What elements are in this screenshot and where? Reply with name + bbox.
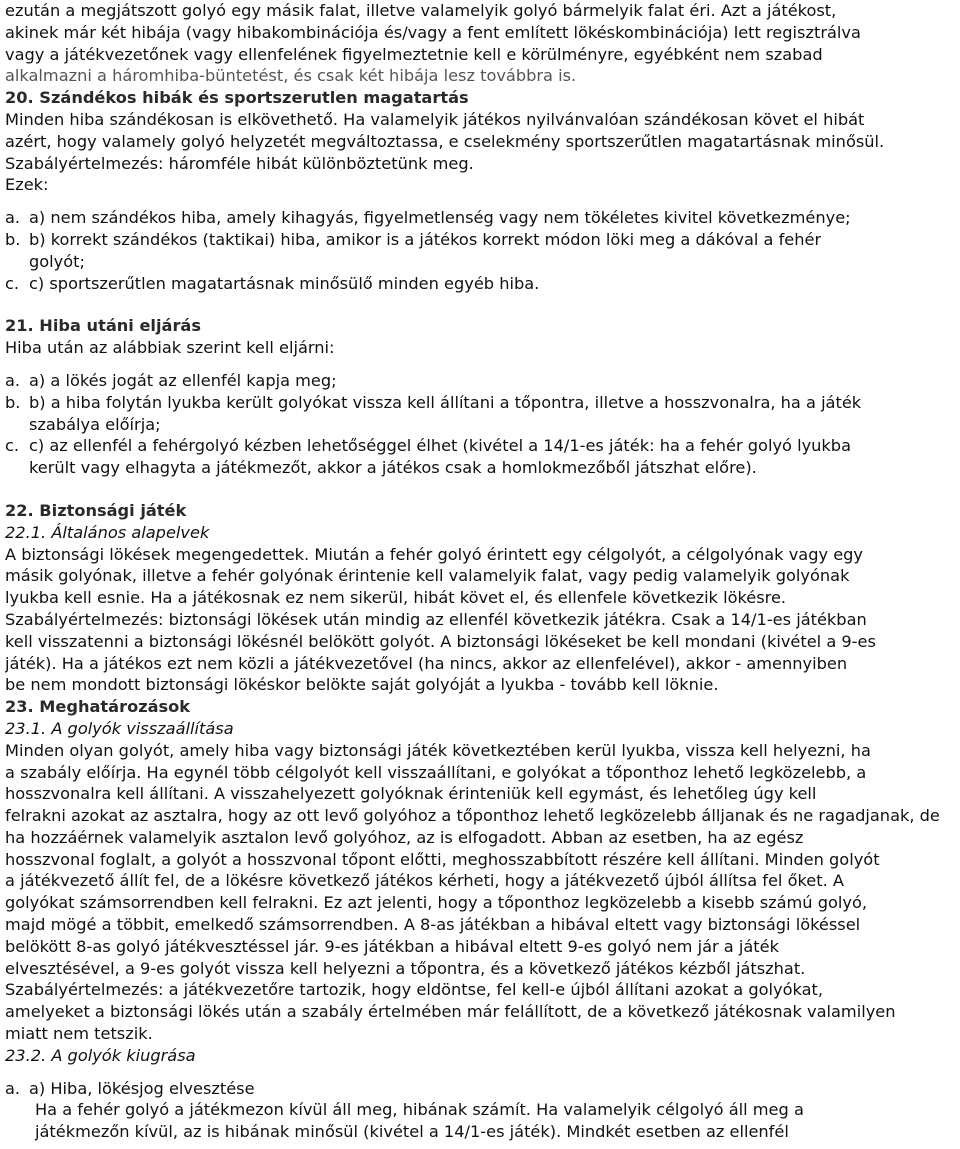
text-line: Szabályértelmezés: a játékvezetőre tartozik, hogy eldöntse, fel kell-e újból állítani azokat a golyókat, <box>5 980 824 1000</box>
list-marker: a. <box>5 208 21 228</box>
section-heading: 23. Meghatározások <box>5 697 191 717</box>
text-line: ha hozzáérnek valamelyik asztalon levő golyóhoz, az is elfogadott. Abban az esetben, ha az egész <box>5 827 804 847</box>
section-heading: 21. Hiba utáni eljárás <box>5 316 201 336</box>
text-line-indented: játékmezőn kívül, az is hibának minősül (kivétel a 14/1-es játék). Mindkét esetben az ellenfél <box>35 1122 789 1142</box>
text-line: elvesztésével, a 9-es golyót vissza kell helyezni a tőpontra, és a következő játékos kézből játszhat. <box>5 958 806 978</box>
text-line: ezután a megjátszott golyó egy másik falat, illetve valamelyik golyó bármelyik falat éri. Azt a játékost, <box>5 1 837 20</box>
list-marker: c. <box>5 436 20 456</box>
list-item <box>5 370 960 392</box>
list-text-continued: golyót; <box>29 251 85 271</box>
text-line: azért, hogy valamely golyó helyzetét megváltoztassa, e cselekmény sportszerűtlen magatartásnak minősül. <box>5 131 885 151</box>
text-line: felrakni azokat az asztalra, hogy az ott levő golyóhoz a tőponthoz lehető legközelebb álljanak és ne ragadjanak, de <box>5 806 940 826</box>
text-line: Minden olyan golyót, amely hiba vagy biztonsági játék következtében kerül lyukba, vissza kell helyezni, ha <box>5 740 871 760</box>
text-line: Ezek: <box>5 175 49 195</box>
subsection-heading: 23.2. A golyók kiugrása <box>5 1045 196 1065</box>
text-line: lyukba kell esnie. Ha a játékosnak ez nem sikerül, hibát követ el, és ellenfele következik lökésre. <box>5 588 787 608</box>
text-line: vagy a játékvezetőnek vagy ellenfelének figyelmeztetnie kell e körülményre, egyébként nem szabad <box>5 44 823 64</box>
list-text: b) a hiba folytán lyukba került golyókat vissza kell állítani a tőpontra, illetve a hosszvonalra, ha a játék <box>29 392 862 412</box>
text-line: majd mögé a többit, emelkedő számsorrendben. A 8-as játékban a hibával eltett vagy biztonsági lökéssel <box>5 915 861 935</box>
list-text: b) korrekt szándékos (taktikai) hiba, amikor is a játékos korrekt módon löki meg a dákóval a fehér <box>29 229 822 249</box>
text-line: be nem mondott biztonsági lökéskor belökte saját golyóját a lyukba - tovább kell löknie. <box>5 675 719 695</box>
list-marker: b. <box>5 229 21 249</box>
subsection-heading: 22.1. Általános alapelvek <box>5 522 210 542</box>
text-line-indented: Ha a fehér golyó a játékmezon kívül áll meg, hibának számít. Ha valamelyik célgolyó áll meg a <box>35 1100 804 1120</box>
section-20 <box>5 87 960 294</box>
text-line: hosszvonal foglalt, a golyót a hosszvonal tőpont előtti, meghosszabbított részére kell állítani. Minden golyót <box>5 849 880 869</box>
paragraph-intro <box>5 0 960 87</box>
list-item <box>5 1078 960 1100</box>
text-line: a szabály előírja. Ha egynél több célgolyót kell visszaállítani, e golyókat a tőponthoz lehető legközelebb, a <box>5 762 867 782</box>
list-marker: c. <box>5 273 20 293</box>
list-text: a) Hiba, lökésjog elvesztése <box>29 1078 255 1098</box>
section-heading: 22. Biztonsági játék <box>5 500 187 520</box>
section-heading: 20. Szándékos hibák és sportszerutlen magatartás <box>5 88 469 108</box>
section-23 <box>5 696 960 1143</box>
text-line: Minden hiba szándékosan is elkövethető. Ha valamelyik játékos nyilvánvalóan szándékosan követ el hibát <box>5 109 865 129</box>
list-marker: b. <box>5 392 21 412</box>
text-line: a játékvezető állít fel, de a lökésre következő játékos kérheti, hogy a játékvezető újból állítsa fel őket. A <box>5 871 844 891</box>
list-marker: a. <box>5 370 21 390</box>
text-line: Szabályértelmezés: biztonsági lökések után mindig az ellenfél következik játékra. Csak a 14/1-es játékban <box>5 609 867 629</box>
list-item <box>5 207 960 229</box>
list-text: c) sportszerűtlen magatartásnak minősülő minden egyéb hiba. <box>29 273 540 293</box>
text-line: belökött 8-as golyó játékvesztéssel jár. 9-es játékban a hibával eltett 9-es golyó nem jár a játék <box>5 936 779 956</box>
list-marker: a. <box>5 1078 21 1098</box>
list-item <box>5 435 960 457</box>
text-line: hosszvonalra kell állítani. A visszahelyezett golyóknak érinteniük kell egymást, és lehetőleg úgy kell <box>5 784 817 804</box>
list-item <box>5 229 960 251</box>
subsection-heading: 23.1. A golyók visszaállítása <box>5 718 234 738</box>
text-line: miatt nem tetszik. <box>5 1024 153 1044</box>
list-text-continued: szabálya előírja; <box>29 414 161 434</box>
section-21 <box>5 315 960 479</box>
text-line: Hiba után az alábbiak szerint kell eljárni: <box>5 338 335 358</box>
list-item <box>5 273 960 295</box>
list-text-continued: került vagy elhagyta a játékmezőt, akkor a játékos csak a homlokmezőből játszhat előre). <box>29 458 757 478</box>
text-line: alkalmazni a háromhiba-büntetést, és csak két hibája lesz továbbra is. <box>5 66 577 86</box>
text-line: Szabályértelmezés: háromféle hibát különböztetünk meg. <box>5 153 474 173</box>
text-line: másik golyónak, illetve a fehér golyónak érintenie kell valamelyik falat, vagy pedig valamelyik golyónak <box>5 566 850 586</box>
text-line: kell visszatenni a biztonsági lökésnél belökött golyót. A biztonsági lökéseket be kell mondani (kivétel a 9-es <box>5 631 876 651</box>
text-line: akinek már két hibája (vagy hibakombinációja és/vagy a fent említett lökéskombinációja) lett regisztrálva <box>5 22 861 42</box>
list-text: a) a lökés jogát az ellenfél kapja meg; <box>29 370 337 390</box>
list-item <box>5 392 960 414</box>
text-line: amelyeket a biztonsági lökés után a szabály értelmében már felállított, de a következő játékosnak valamilyen <box>5 1002 896 1022</box>
list-text: c) az ellenfél a fehérgolyó kézben lehetőséggel élhet (kivétel a 14/1-es játék: ha a fehér golyó lyukba <box>29 436 851 456</box>
list-text: a) nem szándékos hiba, amely kihagyás, figyelmetlenség vagy nem tökéletes kivitel következménye; <box>29 208 851 228</box>
section-22 <box>5 500 960 696</box>
text-line: játék). Ha a játékos ezt nem közli a játékvezetővel (ha nincs, akkor az ellenfelével), akkor - amennyiben <box>5 653 848 673</box>
text-line: golyókat számsorrendben kell felrakni. Ez azt jelenti, hogy a tőponthoz legközelebb a kisebb számú golyó, <box>5 893 868 913</box>
text-line: A biztonsági lökések megengedettek. Miután a fehér golyó érintett egy célgolyót, a célgolyónak vagy egy <box>5 544 864 564</box>
